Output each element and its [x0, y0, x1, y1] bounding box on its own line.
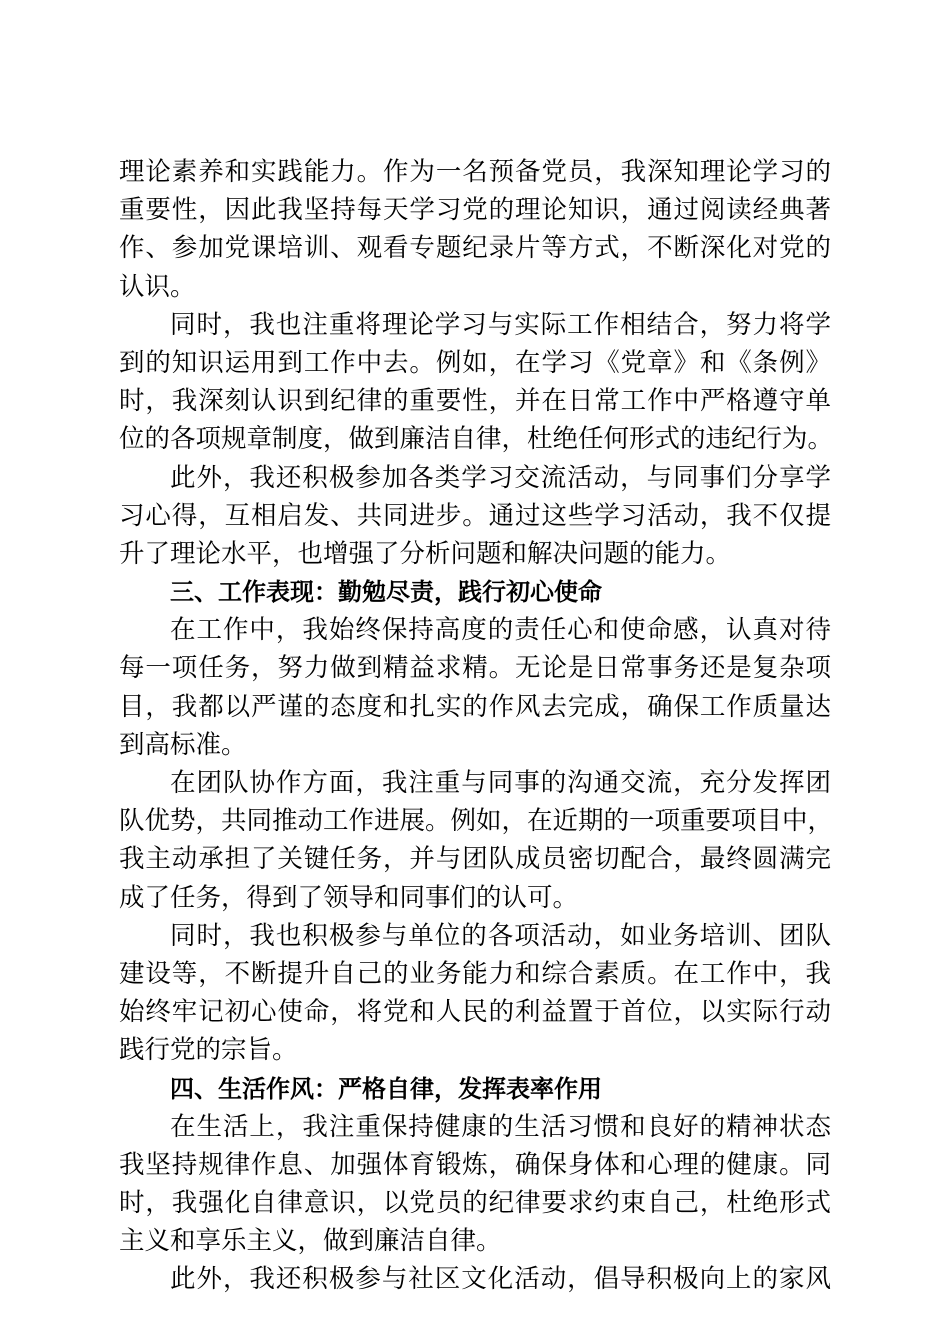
- paragraph-first-line: 此外，我还积极参与社区文化活动，倡导积极向上的家风: [170, 1264, 831, 1295]
- body-text-line: 位的各项规章制度，做到廉洁自律，杜绝任何形式的违纪行为。: [119, 424, 834, 455]
- body-text-line: 时，我强化自律意识，以党员的纪律要求约束自己，杜绝形式: [119, 1188, 831, 1219]
- document-body: [119, 153, 834, 1299]
- paragraph-last-line: 成了任务，得到了领导和同事们的认可。: [119, 882, 579, 913]
- paragraph-first-line: 在团队协作方面，我注重与同事的沟通交流，充分发挥团: [170, 768, 831, 798]
- paragraph-first-line: 在生活上，我注重保持健康的生活习惯和良好的精神状态: [170, 1111, 831, 1142]
- paragraph-first-line: 同时，我也注重将理论学习与实际工作相结合，努力将学: [170, 309, 831, 340]
- section-heading: 三、工作表现：勤勉尽责，践行初心使命: [170, 578, 602, 607]
- paragraph-last-line: 主义和享乐主义，做到廉洁自律。: [119, 1226, 502, 1257]
- body-text-line: 建设等，不断提升自己的业务能力和综合素质。在工作中，我: [119, 958, 831, 989]
- paragraph-last-line: 认识。: [119, 271, 196, 302]
- paragraph-last-line: 到高标准。: [119, 729, 247, 760]
- paragraph-first-line: 此外，我还积极参加各类学习交流活动，与同事们分享学: [170, 462, 831, 493]
- paragraph-first-line: 在工作中，我始终保持高度的责任心和使命感，认真对待: [170, 615, 831, 646]
- body-text-line: 目，我都以严谨的态度和扎实的作风去完成，确保工作质量达: [119, 691, 831, 722]
- paragraph-last-line: 践行党的宗旨。: [119, 1035, 298, 1066]
- body-text-line: 理论素养和实践能力。作为一名预备党员，我深知理论学习的: [119, 157, 831, 187]
- body-text-line: 我主动承担了关键任务，并与团队成员密切配合，最终圆满完: [119, 844, 831, 875]
- body-text-line: 我坚持规律作息、加强体育锻炼，确保身体和心理的健康。同: [119, 1149, 831, 1180]
- paragraph-first-line: 同时，我也积极参与单位的各项活动，如业务培训、团队: [170, 920, 831, 951]
- body-text-line: 习心得，互相启发、共同进步。通过这些学习活动，我不仅提: [119, 500, 831, 531]
- body-text-line: 始终牢记初心使命，将党和人民的利益置于首位，以实际行动: [119, 997, 831, 1028]
- body-text-line: 重要性，因此我坚持每天学习党的理论知识，通过阅读经典著: [119, 195, 831, 226]
- body-text-line: 每一项任务，努力做到精益求精。无论是日常事务还是复杂项: [119, 653, 831, 684]
- body-text-line: 队优势，共同推动工作进展。例如，在近期的一项重要项目中，: [119, 806, 834, 837]
- paragraph-last-line: 升了理论水平，也增强了分析问题和解决问题的能力。: [119, 538, 732, 569]
- body-text-line: 作、参加党课培训、观看专题纪录片等方式，不断深化对党的: [119, 233, 831, 264]
- body-text-line: 到的知识运用到工作中去。例如，在学习《党章》和《条例》: [119, 347, 831, 378]
- body-text-line: 时，我深刻认识到纪律的重要性，并在日常工作中严格遵守单: [119, 386, 831, 417]
- section-heading: 四、生活作风：严格自律，发挥表率作用: [170, 1074, 602, 1103]
